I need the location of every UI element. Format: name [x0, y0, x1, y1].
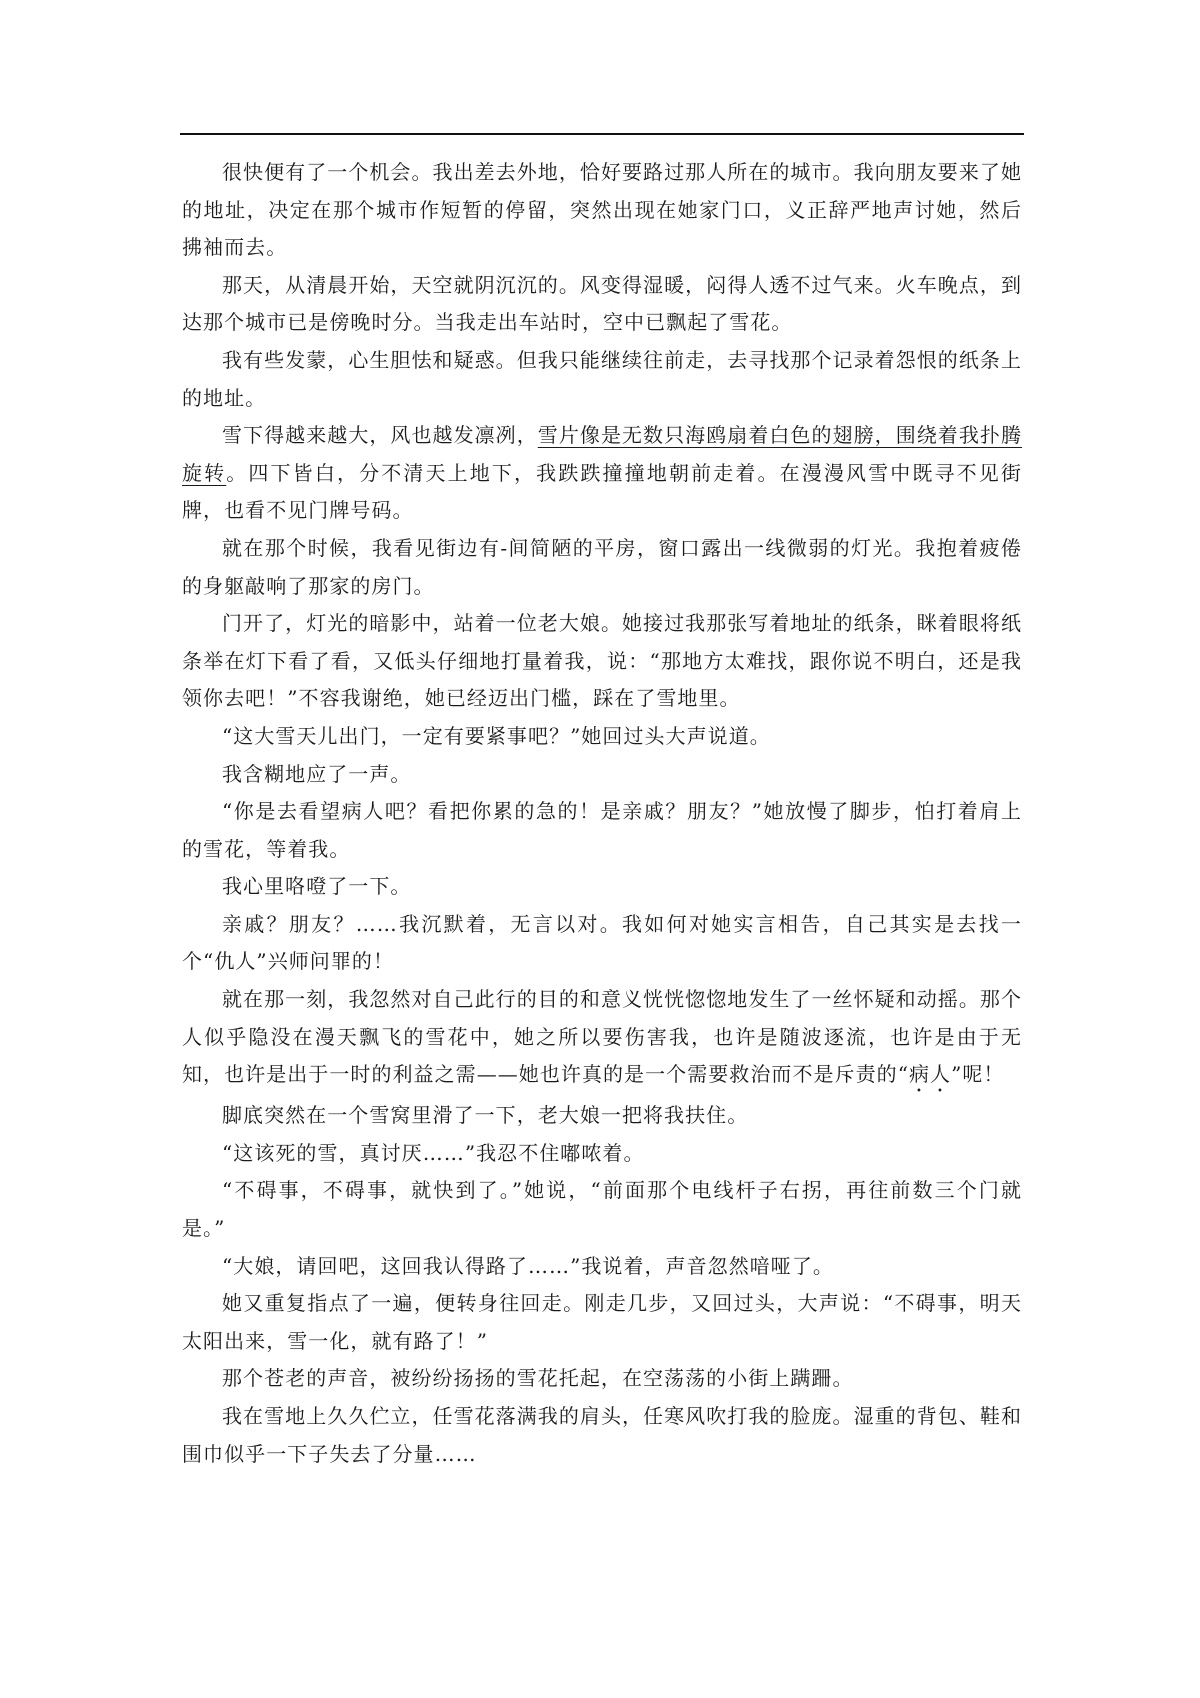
paragraph: [182, 605, 1022, 718]
paragraph-text: 。四下皆白，分不清天上地下，我跌跌撞撞地朝前走着。在漫漫风雪中既寻不见街牌，也看不见门牌号码。: [182, 460, 1022, 523]
paragraph-text: 很快便有了一个机会。我出差去外地，恰好要路过那人所在的城市。我向朋友要来了她的地址，决定在那个城市作短暂的停留，突然出现在她家门口，义正辞严地声讨她，然后拂袖而去。: [182, 160, 1022, 260]
paragraph-text: “这大雪天儿出门，一定有要紧事吧？”她回过头大声说道。: [222, 723, 771, 748]
paragraph: [182, 1398, 1022, 1473]
header-rule: [180, 133, 1024, 135]
paragraph-text: 我在雪地上久久伫立，任雪花落满我的肩头，任寒风吹打我的脸庞。湿重的背包、鞋和围巾似乎一下子失去了分量……: [182, 1404, 1022, 1466]
paragraph: [182, 756, 1022, 794]
paragraph: [182, 342, 1022, 417]
paragraph-text: 脚底突然在一个雪窝里滑了一下，老大娘一把将我扶住。: [222, 1103, 749, 1128]
paragraph: [182, 981, 1022, 1097]
paragraph: [182, 1135, 1022, 1173]
paragraph: [182, 267, 1022, 342]
paragraph-text: 雪下得越来越大，风也越发凛冽，: [222, 423, 538, 448]
paragraph-text: 门开了，灯光的暗影中，站着一位老大娘。她接过我那张写着地址的纸条，眯着眼将纸条举在灯下看了看，又低头仔细地打量着我，说：“那地方太难找，跟你说不明白，还是我领你去吧！”不容我谢绝，她已经迈出门槛，踩在了雪地里。: [182, 611, 1022, 711]
paragraph-text: 那天，从清晨开始，天空就阴沉沉的。风变得湿暖，闷得人透不过气来。火车晚点，到达那个城市已是傍晚时分。当我走出车站时，空中已飘起了雪花。: [182, 272, 1022, 335]
paragraph: [182, 1285, 1022, 1360]
paragraph-text: 亲戚？朋友？……我沉默着，无言以对。我如何对她实言相告，自己其实是去找一个“仇人”兴师问罪的！: [182, 911, 1022, 974]
paragraph-text: “大娘，请回吧，这回我认得路了……”我说着，声音忽然喑哑了。: [222, 1253, 834, 1278]
paragraph: [182, 1097, 1022, 1135]
paragraph-text: 就在那一刻，我忽然对自己此行的目的和意义恍恍惚惚地发生了一丝怀疑和动摇。那个人似乎隐没在漫天飘飞的雪花中，她之所以要伤害我，也许是随波逐流，也许是由于无知，也许是出于一时的利益之需——她也许真的是一个需要救治而不是斥责的“: [182, 987, 1022, 1087]
paragraph: [182, 1172, 1022, 1247]
paragraph: [182, 868, 1022, 906]
paragraph-text: “你是去看望病人吧？看把你累的急的！是亲戚？朋友？”她放慢了脚步，怕打着肩上的雪花，等着我。: [182, 799, 1022, 861]
paragraph: [182, 154, 1022, 267]
paragraph: [182, 530, 1022, 605]
article-body: [182, 154, 1022, 1473]
paragraph-text: 我心里咯噔了一下。: [222, 874, 412, 899]
paragraph: [182, 718, 1022, 756]
underlined-sentence: 雪片像是无数只海鸥扇着白色的翅膀，围绕着我扑腾旋转: [182, 423, 1023, 485]
paragraph-text: 那个苍老的声音，被纷纷扬扬的雪花托起，在空荡荡的小街上蹒跚。: [222, 1366, 854, 1391]
paragraph-text: ”呢！: [951, 1062, 1005, 1087]
paragraph: [182, 906, 1022, 981]
paragraph-text: 我有些发蒙，心生胆怯和疑惑。但我只能继续往前走，去寻找那个记录着怨恨的纸条上的地址。: [182, 347, 1022, 410]
emphasis-dotted-word: 病人: [908, 1062, 952, 1087]
paragraph-text: 她又重复指点了一遍，便转身往回走。刚走几步，又回过头，大声说：“不碍事，明天太阳出来，雪一化，就有路了！”: [182, 1291, 1022, 1353]
paragraph-text: “这该死的雪，真讨厌……”我忍不住嘟哝着。: [222, 1140, 645, 1165]
paragraph-text: 我含糊地应了一声。: [222, 761, 412, 786]
paragraph: [182, 417, 1022, 530]
paragraph: [182, 1248, 1022, 1286]
paragraph: [182, 1360, 1022, 1398]
paragraph: [182, 793, 1022, 868]
paragraph-text: 就在那个时候，我看见街边有-间简陋的平房，窗口露出一线微弱的灯光。我抱着疲倦的身躯敲响了那家的房门。: [182, 535, 1022, 598]
paragraph-text: “不碍事，不碍事，就快到了。”她说，“前面那个电线杆子右拐，再往前数三个门就是。”: [182, 1178, 1022, 1241]
